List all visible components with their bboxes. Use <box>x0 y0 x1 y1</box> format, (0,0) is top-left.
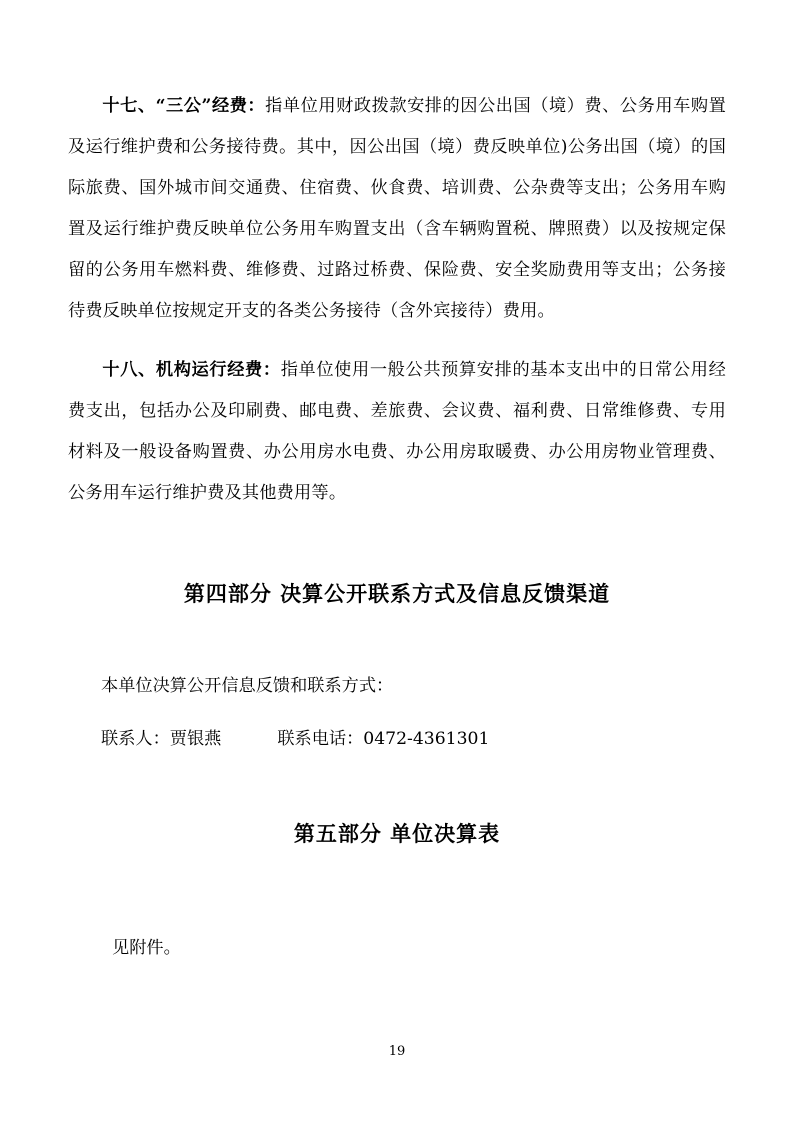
paragraph-seventeen <box>68 86 726 332</box>
spacer <box>68 608 726 666</box>
spacer <box>68 906 726 928</box>
paragraph-eighteen <box>68 350 726 514</box>
spacer <box>68 707 726 719</box>
paragraph-seventeen-lead: 十七、“三公”经费： <box>102 96 266 116</box>
spacer <box>68 848 726 906</box>
contact-person-value: 贾银燕 <box>169 729 222 749</box>
part-four-title: 第四部分 决算公开联系方式及信息反馈渠道 <box>183 581 611 606</box>
spacer <box>68 760 726 818</box>
spacer <box>68 338 726 350</box>
contact-phone-value: 0472-4361301 <box>363 729 490 749</box>
spacer <box>68 520 726 578</box>
part-five-note: 见附件。 <box>112 938 181 958</box>
contact-phone-label: 联系电话： <box>277 729 364 749</box>
page-number: 19 <box>388 1044 406 1059</box>
paragraph-seventeen-body: 指单位用财政拨款安排的因公出国（境）费、公务用车购置及运行维护费和公务接待费。其中，因公出国（境）费反映单位)公务出国（境）的国际旅费、国外城市间交通费、住宿费、伙食费、培训费、公杂费等支出；公务用车购置及运行维护费反映单位公务用车购置支出（含车辆购置税、牌照费）以及按规定保留的公务用车燃料费、维修费、过路过桥费、保险费、安全奖励费用等支出；公务接待费反映单位按规定开支的各类公务接待（含外宾接待）费用。 <box>68 96 726 321</box>
paragraph-eighteen-lead: 十八、机构运行经费： <box>102 360 281 380</box>
contact-line <box>68 719 726 760</box>
part-five-title: 第五部分 单位决算表 <box>293 821 501 846</box>
contact-person-label: 联系人： <box>101 729 170 749</box>
paragraph-eighteen-body: 指单位使用一般公共预算安排的基本支出中的日常公用经费支出，包括办公及印刷费、邮电费、差旅费、会议费、福利费、日常维修费、专用材料及一般设备购置费、办公用房水电费、办公用房取暖费、办公用房物业管理费、公务用车运行维护费及其他费用等。 <box>68 360 726 503</box>
part-four-intro: 本单位决算公开信息反馈和联系方式： <box>101 676 394 696</box>
